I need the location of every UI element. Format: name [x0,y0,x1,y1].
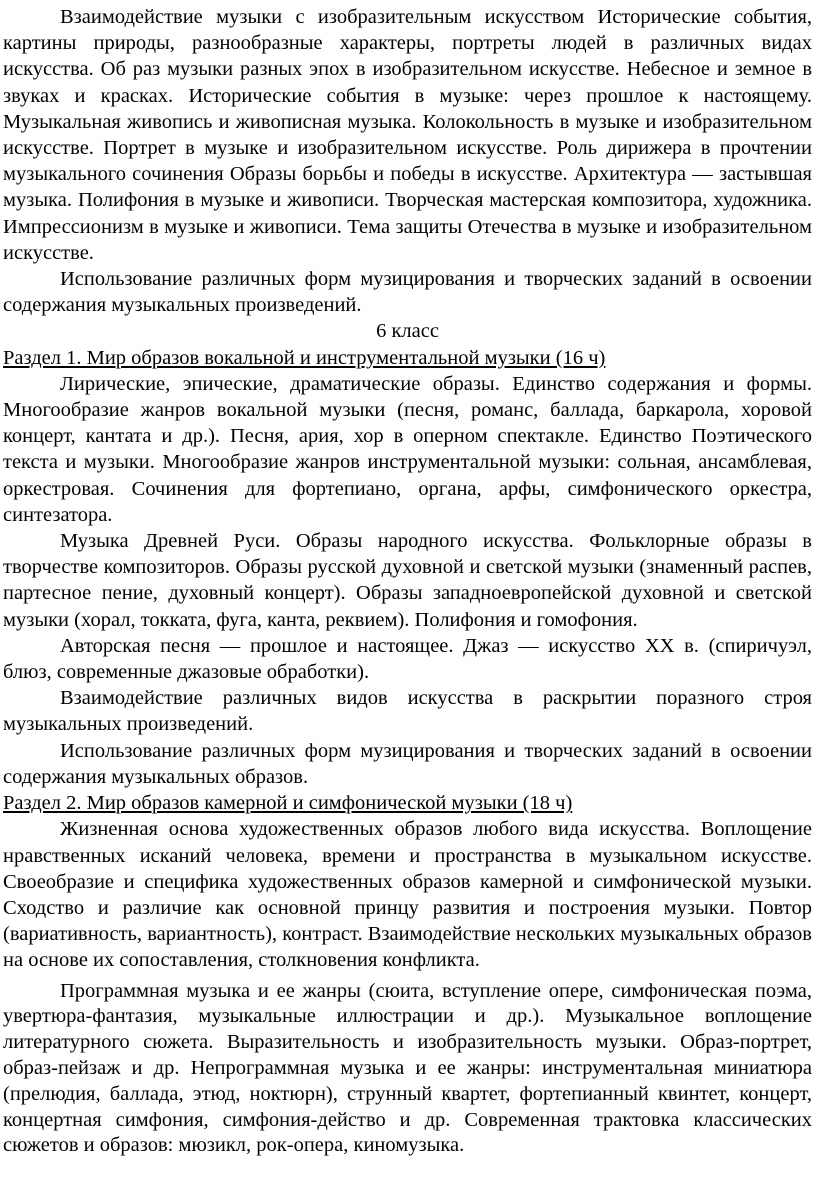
section-2-paragraph: Программная музыка и ее жанры (сюита, вступление опере, симфоническая поэма, увертюра-фантазия, музыкальные иллюстрации и др.). Музыкальное воплощение литературного сюжета. Выразительность и изобразительность музыки. Образ-портрет, образ-пейзаж и др. Непрограммная музыка и ее жанры: инструментальная миниатюра (прелюдия, баллада, этюд, ноктюрн), струнный квартет, фортепианный квинтет, концерт, концертная симфония, симфония-действо и др. Современная трактовка классических сюжетов и образов: мюзикл, рок-опера, киномузыка. [3,979,812,1157]
section-1-paragraph: Использование различных форм музицирования и творческих заданий в освоении содержания музыкальных образов. [3,739,812,788]
section-2-heading: Раздел 2. Мир образов камерной и симфонической музыки (18 ч) [3,792,573,815]
intro-paragraph: Взаимодействие музыки с изобразительным искусством Исторические события, картины природы, разнообразные характеры, портреты людей в различных видах искусства. Об раз музыки разных эпох в изобразительном искусстве. Небесное и земное в звуках и красках. Исторические события в музыке: через прошлое к настоящему. Музыкальная живопись и живописная музыка. Колокольность в музыке и изобразительном искусстве. Портрет в музыке и изобразительном искусстве. Роль дирижера в прочтении музыкального сочинения Образы борьбы и победы в искусстве. Архитектура — застывшая музыка. Полифония в музыке и живописи. Творческая мастерская композитора, художника. Импрессионизм в музыке и живописи. Тема защиты Отечества в музыке и изобразительном искусстве. [3,6,812,264]
section-1-paragraph: Музыка Древней Руси. Образы народного искусства. Фольклорные образы в творчестве композиторов. Образы русской духовной и светской музыки (знаменный распев, партесное пение, духовный концерт). Образы западноевропейской духовной и светской музыки (хорал, токката, фуга, канта, реквием). Полифония и гомофония. [3,530,812,631]
section-1-paragraph: Авторская песня — прошлое и настоящее. Джаз — искусство XX в. (спиричуэл, блюз, современные джазовые обработки). [3,634,812,684]
section-1-paragraph: Лирические, эпические, драматические образы. Единство содержания и формы. Многообразие жанров вокальной музыки (песня, романс, баллада, баркарола, хоровой концерт, кантата и др.). Песня, ария, хор в оперном спектакле. Единство Поэтического текста и музыки. Многообразие жанров инструментальной музыки: сольная, ансамблевая, оркестровая. Сочинения для фортепиано, органа, арфы, симфонического оркестра, синтезатора. [3,372,812,526]
grade-title: 6 класс [376,320,439,343]
intro-paragraph: Использование различных форм музицирования и творческих заданий в освоении содержания музыкальных произведений. [3,268,812,317]
section-2-paragraph: Жизненная основа художественных образов любого вида искусства. Воплощение нравственных исканий человека, времени и пространства в музыкальном искусстве. Своеобразие и специфика художественных образов камерной и симфонической музыки. Сходство и различие как основной принцу развития и построения музыки. Повтор (вариативность, вариантность), контраст. Взаимодействие нескольких музыкальных образов на основе их сопоставления, столкновения конфликта. [3,818,812,972]
section-1-paragraph: Взаимодействие различных видов искусства в раскрытии поразного строя музыкальных произведений. [3,687,812,736]
section-1-heading: Раздел 1. Мир образов вокальной и инструментальной музыки (16 ч) [3,346,606,369]
